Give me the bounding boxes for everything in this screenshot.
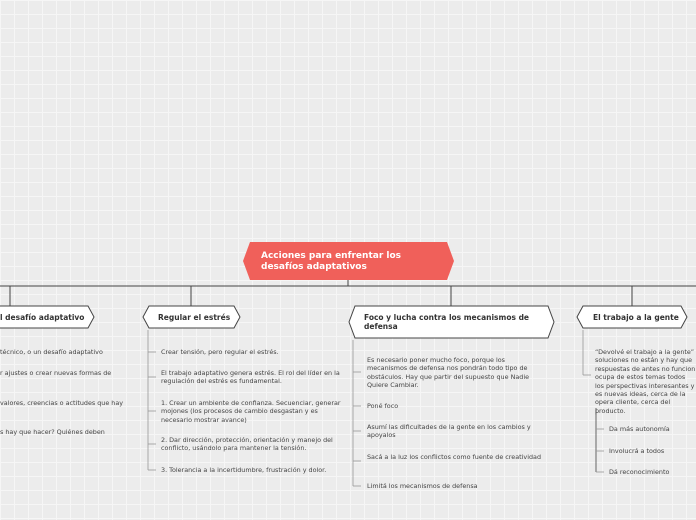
branch-2-item: 1. Crear un ambiente de confianza. Secuenciar, generar mojones (los procesos de cambio desgastan y es necesario mostrar avance)	[161, 399, 341, 424]
branch-2-label: Regular el estrés	[158, 313, 231, 322]
branch-1-item: r ajustes o crear nuevas formas de	[0, 369, 112, 377]
branch-2-item: El trabajo adaptativo genera estrés. El rol del líder en la regulación del estrés es fundamental.	[161, 369, 340, 386]
branch-1-label: l desafío adaptativo	[0, 313, 85, 322]
branch-3-item: Poné foco	[367, 402, 399, 410]
branch-4-subitem: Dá reconocimiento	[609, 468, 670, 476]
branch-3-item: Sacá a la luz los conflictos como fuente de creatividad	[367, 453, 542, 461]
branch-4-subitem: Da más autonomía	[609, 425, 670, 433]
branch-1-item: valores, creencias o actitudes que hay	[0, 399, 124, 407]
branch-4-item: “Devolvé el trabajo a la gente” soluciones no están y hay que respuestas de antes no funcion ocupa de estos temas todos los perspectivas interesantes y es nuevas ideas, cerca de la opera cliente, cerca del producto.	[595, 348, 696, 415]
branch-4-subitem: Involucrá a todos	[609, 447, 665, 455]
branch-2-item: 3. Tolerancia a la incertidumbre, frustración y dolor.	[161, 466, 327, 474]
branch-3-label: Foco y lucha contra los mecanismos de defensa	[364, 313, 530, 331]
branch-3-item: Asumí las dificultades de la gente en los cambios y apoyalos	[367, 423, 531, 440]
central-topic-label: Acciones para enfrentar los desafíos adaptativos	[261, 251, 402, 272]
branch-2-item: 2. Dar dirección, protección, orientación y manejo del conflicto, usándolo para mantener la tensión.	[161, 436, 333, 453]
branch-3-item: Limitá los mecanismos de defensa	[367, 482, 478, 490]
branch-4-label: El trabajo a la gente	[593, 313, 679, 322]
branch-2-item: Crear tensión, pero regular el estrés.	[161, 348, 279, 356]
branch-3-item: Es necesario poner mucho foco, porque los mecanismos de defensa nos pondrán todo tipo de obstáculos. Hay que partir del supuesto que Nadie Quiere Cambiar.	[367, 356, 530, 390]
branch-1-item: técnico, o un desafío adaptativo	[0, 348, 103, 356]
branch-1-item: s hay que hacer? Quiénes deben	[0, 428, 105, 436]
